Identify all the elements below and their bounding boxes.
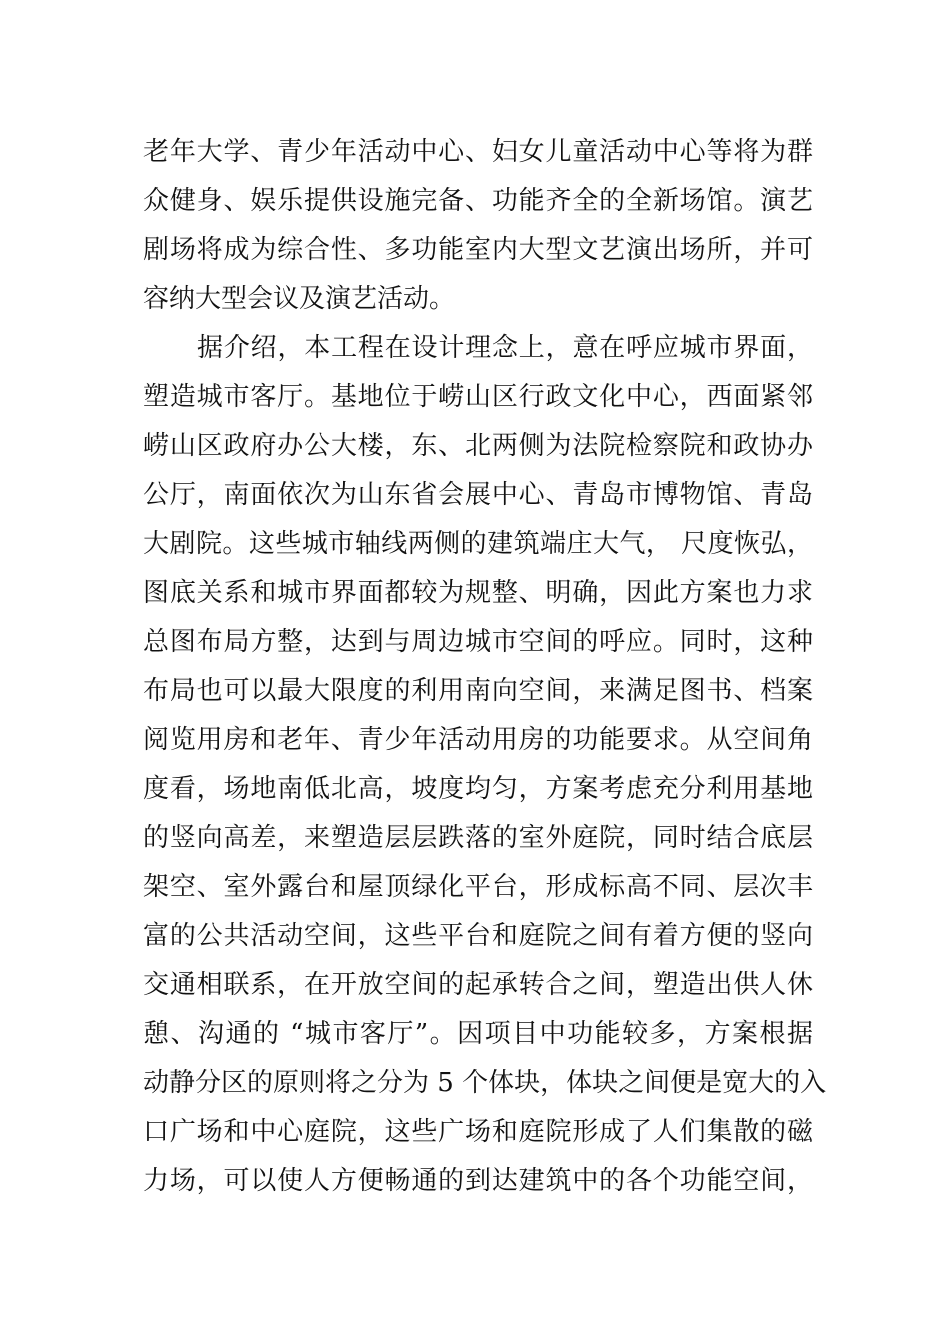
text-line: 度看，场地南低北高，坡度均匀，方案考虑充分利用基地 (143, 774, 813, 804)
text-line: 力场，可以使人方便畅通的到达建筑中的各个功能空间， (143, 1166, 813, 1196)
text-line: 的竖向高差，来塑造层层跌落的室外庭院，同时结合底层 (143, 823, 813, 853)
text-line: 公厅，南面依次为山东省会展中心、青岛市博物馆、青岛 (143, 480, 813, 510)
text-line: 老年大学、青少年活动中心、妇女儿童活动中心等将为群 (143, 137, 813, 167)
text-line: 容纳大型会议及演艺活动。 (143, 284, 456, 314)
text-line: 口广场和中心庭院，这些广场和庭院形成了人们集散的磁 (143, 1117, 813, 1147)
paragraph-1 (143, 128, 813, 324)
text-line: 交通相联系，在开放空间的起承转合之间，塑造出供人休 (143, 970, 813, 1000)
text-line: 阅览用房和老年、青少年活动用房的功能要求。从空间角 (143, 725, 813, 755)
text-line: 剧场将成为综合性、多功能室内大型文艺演出场所，并可 (143, 235, 813, 265)
text-line: 大剧院。这些城市轴线两侧的建筑端庄大气， 尺度恢弘， (143, 529, 813, 559)
text-line: 架空、室外露台和屋顶绿化平台，形成标高不同、层次丰 (143, 872, 813, 902)
paragraph-2 (143, 324, 827, 1206)
text-line: 塑造城市客厅。基地位于崂山区行政文化中心，西面紧邻 (143, 382, 813, 412)
body-text (143, 128, 827, 1206)
text-line: 布局也可以最大限度的利用南向空间，来满足图书、档案 (143, 676, 813, 706)
text-line: 众健身、娱乐提供设施完备、功能齐全的全新场馆。演艺 (143, 186, 813, 216)
text-line: 总图布局方整，达到与周边城市空间的呼应。同时，这种 (143, 627, 813, 657)
text-line: 图底关系和城市界面都较为规整、明确，因此方案也力求 (143, 578, 813, 608)
text-line: 动静分区的原则将之分为 5 个体块，体块之间便是宽大的入 (143, 1068, 827, 1098)
text-line: 憩、沟通的 “城市客厅”。因项目中功能较多，方案根据 (143, 1019, 813, 1049)
text-line: 崂山区政府办公大楼，东、北两侧为法院检察院和政协办 (143, 431, 813, 461)
text-line: 据介绍，本工程在设计理念上，意在呼应城市界面， (197, 333, 813, 363)
text-line: 富的公共活动空间，这些平台和庭院之间有着方便的竖向 (143, 921, 813, 951)
